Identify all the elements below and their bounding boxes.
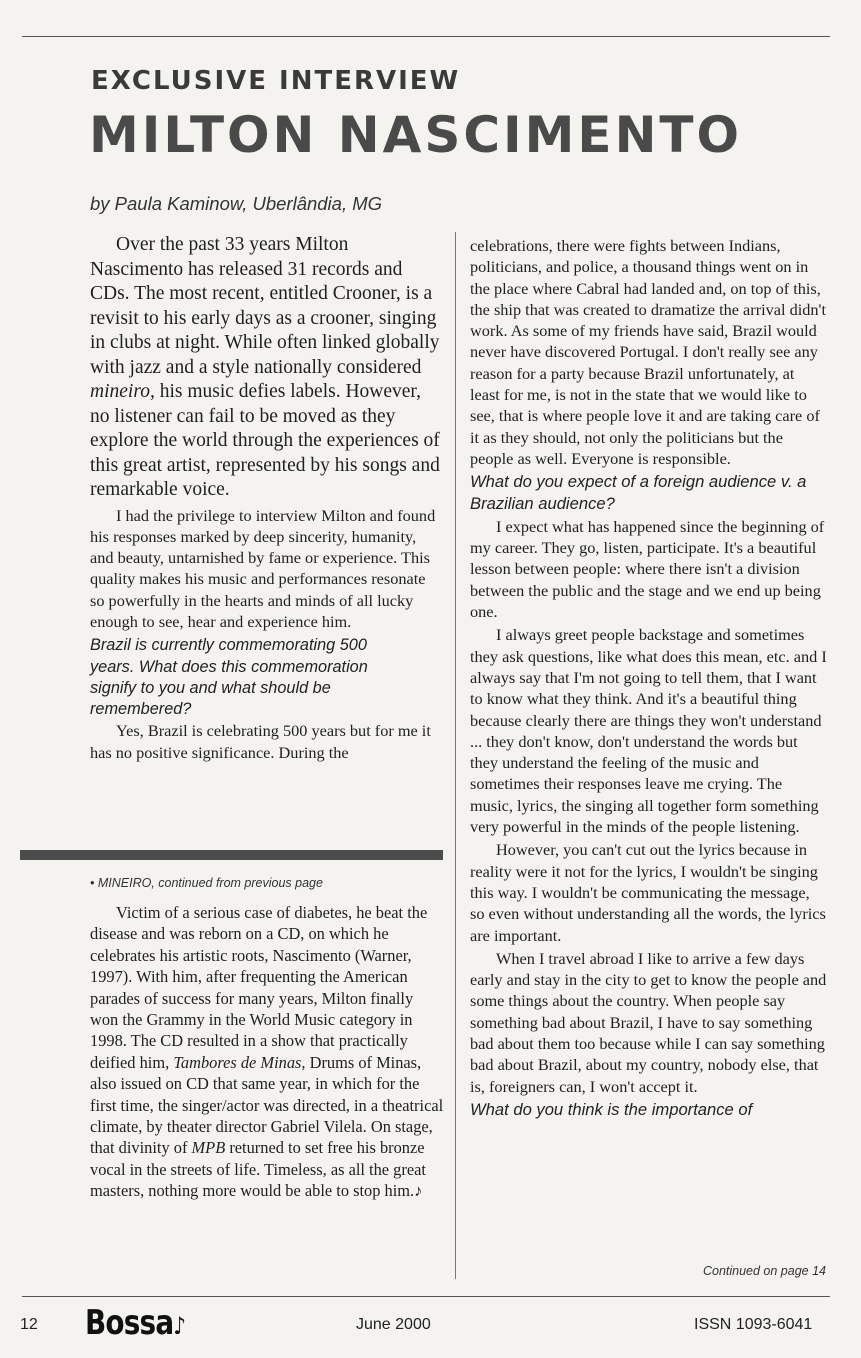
top-rule (22, 36, 830, 37)
article-title: MILTON NASCIMENTO (89, 106, 743, 164)
answer-1-continued: celebrations, there were fights between Indians, politicians, and police, a thousand things went on in the place where Cabral had landed and, on top of this, the ship that was created to dramatize the arrival didn't work. As some of my friends have said, Brazil would never have discovered Portugal. I don't really see any reason for a party because Brazil unfortunately, at least for me, is not in the state that we would like to see, that is where people love it and are taking care of it as they should, not only the politicians but the people as well. Everyone is responsible. (470, 236, 827, 468)
lede-paragraph: Over the past 33 years Milton Nascimento has released 31 records and CDs. The most recent, entitled Crooner, is a revisit to his early days as a crooner, singing in clubs at night. While often linked globally with jazz and a style nationally considered mineiro, his music defies labels. However, no listener can fail to be moved as they explore the world through the experiences of this great artist, represented by his songs and remarkable voice. (90, 234, 440, 500)
question-2: What do you expect of a foreign audience v. a Brazilian audience? (470, 472, 807, 513)
answer-2-paragraph-2: I always greet people backstage and sometimes they ask questions, like what does this mean, etc. and I always say that I'm not going to tell them, that I want to know what they think. And it's a beautiful thing because clearly there are things they won't understand ... they don't know, don't understand the words but they understand the feeling of the music and sometimes their responses leave me crying. The music, lyrics, the singing all together form something very powerful in the minds of the people listening. (470, 625, 827, 837)
column-divider (455, 232, 456, 1279)
answer-1-start: Yes, Brazil is celebrating 500 years but for me it has no positive significance. During the (90, 721, 431, 762)
intro-paragraph: I had the privilege to interview Milton and found his responses marked by deep sincerity, humanity, and beauty, untarnished by fame or experience. This quality makes his music and performances resonate so powerfully in the hearts and minds of all lucky enough to see, hear and experience him. (90, 505, 436, 631)
magazine-logo: Bossa♪ (85, 1303, 186, 1343)
sidebar-column (90, 902, 445, 1202)
question-3: What do you think is the importance of (470, 1099, 753, 1119)
issn: ISSN 1093-6041 (694, 1316, 813, 1333)
sidebar-paragraph: Victim of a serious case of diabetes, he beat the disease and was reborn on a CD, on which he celebrates his artistic roots, Nascimento (Warner, 1997). With him, after frequenting the American parades of success for many years, Milton finally won the Grammy in the World Music category in 1998. The CD resulted in a show that practically deified him, Tambores de Minas, Drums of Minas, also issued on CD that same year, in which for the first time, the singer/actor was directed, in a theatrical climate, by theater director Gabriel Vilela. On stage, that divinity of MPB returned to set free his bronze vocal in the streets of life. Timeless, as all the great masters, nothing more would be able to stop him.♪ (90, 903, 444, 1201)
section-kicker: EXCLUSIVE INTERVIEW (91, 66, 461, 96)
issue-date: June 2000 (356, 1316, 431, 1333)
byline: by Paula Kaminow, Uberlândia, MG (90, 193, 383, 214)
continued-from-note: • MINEIRO, continued from previous page (90, 876, 323, 890)
continued-on-note: Continued on page 14 (702, 1264, 826, 1278)
question-1: Brazil is currently commemorating 500 years. What does this commemoration signify to you and what should be remembered? (90, 636, 368, 719)
answer-2-paragraph-4: When I travel abroad I like to arrive a few days early and stay in the city to get to know the people and some things about the country. When people say something bad about Brazil, I have to say something bad about them too because while I can say something bad about Brazil, about my country, nobody else, that is, foreigners can, I won't accept it. (470, 948, 827, 1096)
end-mark-icon: ♪ (414, 1181, 423, 1201)
music-note-icon: ♪ (173, 1312, 186, 1340)
answer-2-paragraph-3: However, you can't cut out the lyrics because in reality were it not for the lyrics, I wouldn't be singing this way. I wouldn't be communicating the message, so even without understanding all the words, the lyrics are important. (470, 840, 826, 945)
page-number: 12 (20, 1316, 38, 1333)
right-column (470, 235, 827, 1120)
sidebar-divider-bar (20, 850, 443, 860)
bottom-rule (22, 1296, 830, 1297)
answer-2-paragraph-1: I expect what has happened since the beginning of my career. They go, listen, participate. It's a beautiful lesson between people: where there isn't a division between the public and the stage and we end up being one. (470, 516, 825, 622)
left-column (90, 233, 440, 763)
